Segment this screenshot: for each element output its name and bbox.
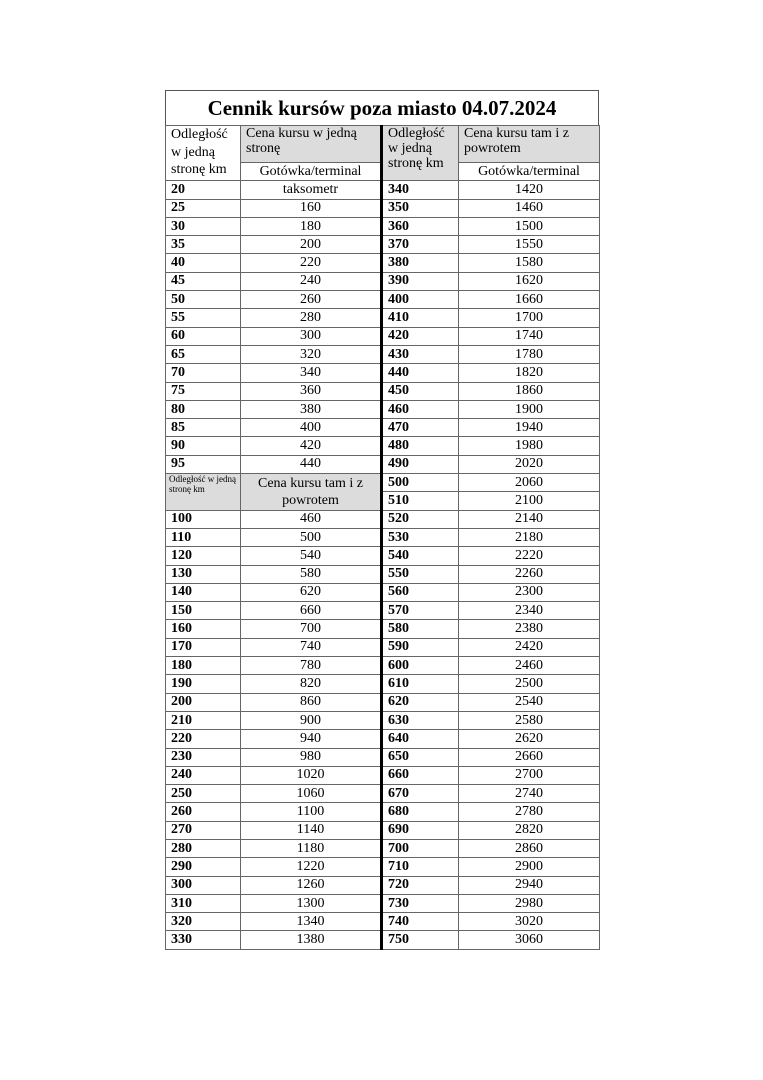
header-distance-left: Odległość w jedną stronę km (166, 126, 241, 181)
table-row (166, 254, 600, 272)
table-row (166, 327, 600, 345)
distance-cell: 45 (166, 272, 241, 290)
distance-cell: 160 (166, 620, 241, 638)
table-row (166, 693, 600, 711)
price-cell: 2380 (459, 620, 600, 638)
price-cell: 320 (241, 345, 382, 363)
distance-cell: 450 (382, 382, 459, 400)
price-cell: 2140 (459, 510, 600, 528)
price-cell: 1060 (241, 785, 382, 803)
table-row (166, 565, 600, 583)
distance-cell: 330 (166, 931, 241, 949)
table-row (166, 272, 600, 290)
table-row (166, 510, 600, 528)
price-cell: 380 (241, 400, 382, 418)
table-row (166, 766, 600, 784)
table-row (166, 785, 600, 803)
distance-cell: 690 (382, 821, 459, 839)
price-cell: 2580 (459, 711, 600, 729)
distance-cell: 280 (166, 839, 241, 857)
table-row (166, 657, 600, 675)
table-row (166, 876, 600, 894)
header-payment-right: Gotówka/terminal (459, 163, 600, 181)
price-cell: 2500 (459, 675, 600, 693)
subheader-price-round-trip: Cena kursu tam i z powrotem (241, 474, 382, 511)
price-cell: taksometr (241, 181, 382, 199)
price-cell: 1020 (241, 766, 382, 784)
price-cell: 2620 (459, 730, 600, 748)
table-row (166, 345, 600, 363)
price-cell: 460 (241, 510, 382, 528)
price-cell: 1100 (241, 803, 382, 821)
price-cell: 420 (241, 437, 382, 455)
table-row (166, 748, 600, 766)
distance-cell: 410 (382, 309, 459, 327)
distance-cell: 750 (382, 931, 459, 949)
distance-cell: 470 (382, 419, 459, 437)
distance-cell: 240 (166, 766, 241, 784)
table-row (166, 419, 600, 437)
price-cell: 2700 (459, 766, 600, 784)
distance-cell: 30 (166, 217, 241, 235)
price-cell: 620 (241, 583, 382, 601)
distance-cell: 710 (382, 858, 459, 876)
table-row (166, 547, 600, 565)
distance-cell: 210 (166, 711, 241, 729)
table-row (166, 181, 600, 199)
distance-cell: 310 (166, 894, 241, 912)
table-row (166, 730, 600, 748)
distance-cell: 65 (166, 345, 241, 363)
price-cell: 1580 (459, 254, 600, 272)
header-price-round-trip: Cena kursu tam i z powrotem (459, 126, 600, 163)
price-cell: 2860 (459, 839, 600, 857)
price-cell: 2980 (459, 894, 600, 912)
price-cell: 2740 (459, 785, 600, 803)
price-cell: 580 (241, 565, 382, 583)
price-cell: 2340 (459, 602, 600, 620)
price-cell: 360 (241, 382, 382, 400)
price-cell: 1460 (459, 199, 600, 217)
distance-cell: 550 (382, 565, 459, 583)
price-cell: 1980 (459, 437, 600, 455)
table-row (166, 894, 600, 912)
distance-cell: 250 (166, 785, 241, 803)
table-row (166, 382, 600, 400)
table-row (166, 437, 600, 455)
table-row (166, 858, 600, 876)
table-row (166, 602, 600, 620)
distance-cell: 50 (166, 291, 241, 309)
distance-cell: 270 (166, 821, 241, 839)
distance-cell: 440 (382, 364, 459, 382)
table-row (166, 675, 600, 693)
distance-cell: 35 (166, 236, 241, 254)
distance-cell: 80 (166, 400, 241, 418)
distance-cell: 90 (166, 437, 241, 455)
price-cell: 1780 (459, 345, 600, 363)
price-cell: 340 (241, 364, 382, 382)
table-row (166, 528, 600, 546)
price-table-body (166, 126, 600, 950)
price-cell: 2660 (459, 748, 600, 766)
distance-cell: 290 (166, 858, 241, 876)
distance-cell: 590 (382, 638, 459, 656)
price-cell: 2420 (459, 638, 600, 656)
price-cell: 1180 (241, 839, 382, 857)
distance-cell: 130 (166, 565, 241, 583)
price-cell: 3060 (459, 931, 600, 949)
distance-cell: 25 (166, 199, 241, 217)
distance-cell: 460 (382, 400, 459, 418)
table-row (166, 364, 600, 382)
price-cell: 1340 (241, 913, 382, 931)
price-cell: 500 (241, 528, 382, 546)
distance-cell: 520 (382, 510, 459, 528)
price-cell: 200 (241, 236, 382, 254)
distance-cell: 670 (382, 785, 459, 803)
price-cell: 1820 (459, 364, 600, 382)
price-cell: 300 (241, 327, 382, 345)
distance-cell: 530 (382, 528, 459, 546)
price-cell: 1740 (459, 327, 600, 345)
distance-cell: 260 (166, 803, 241, 821)
distance-cell: 230 (166, 748, 241, 766)
distance-cell: 75 (166, 382, 241, 400)
distance-cell: 200 (166, 693, 241, 711)
distance-cell: 85 (166, 419, 241, 437)
price-cell: 900 (241, 711, 382, 729)
table-row (166, 291, 600, 309)
distance-cell: 120 (166, 547, 241, 565)
price-cell: 780 (241, 657, 382, 675)
distance-cell: 420 (382, 327, 459, 345)
distance-cell: 560 (382, 583, 459, 601)
price-cell: 1700 (459, 309, 600, 327)
price-cell: 220 (241, 254, 382, 272)
price-cell: 1660 (459, 291, 600, 309)
distance-cell: 480 (382, 437, 459, 455)
price-cell: 1900 (459, 400, 600, 418)
price-table (165, 125, 600, 950)
price-cell: 260 (241, 291, 382, 309)
table-row (166, 913, 600, 931)
header-payment-left: Gotówka/terminal (241, 163, 382, 181)
table-row (166, 455, 600, 473)
price-cell: 1860 (459, 382, 600, 400)
distance-cell: 630 (382, 711, 459, 729)
distance-cell: 740 (382, 913, 459, 931)
price-cell: 820 (241, 675, 382, 693)
price-cell: 3020 (459, 913, 600, 931)
table-row (166, 821, 600, 839)
price-cell: 660 (241, 602, 382, 620)
price-cell: 2100 (459, 492, 600, 510)
price-cell: 1420 (459, 181, 600, 199)
distance-cell: 70 (166, 364, 241, 382)
distance-cell: 610 (382, 675, 459, 693)
distance-cell: 180 (166, 657, 241, 675)
header-price-one-way: Cena kursu w jedną stronę (241, 126, 382, 163)
distance-cell: 700 (382, 839, 459, 857)
distance-cell: 580 (382, 620, 459, 638)
distance-cell: 100 (166, 510, 241, 528)
price-cell: 1500 (459, 217, 600, 235)
distance-cell: 660 (382, 766, 459, 784)
distance-cell: 640 (382, 730, 459, 748)
distance-cell: 55 (166, 309, 241, 327)
distance-cell: 540 (382, 547, 459, 565)
distance-cell: 190 (166, 675, 241, 693)
price-cell: 2940 (459, 876, 600, 894)
table-row (166, 931, 600, 949)
table-row (166, 711, 600, 729)
table-row (166, 583, 600, 601)
price-cell: 540 (241, 547, 382, 565)
table-row (166, 474, 600, 492)
price-cell: 280 (241, 309, 382, 327)
price-cell: 2780 (459, 803, 600, 821)
price-cell: 1940 (459, 419, 600, 437)
distance-cell: 720 (382, 876, 459, 894)
distance-cell: 220 (166, 730, 241, 748)
price-cell: 2460 (459, 657, 600, 675)
price-cell: 1550 (459, 236, 600, 254)
table-row (166, 839, 600, 857)
distance-cell: 650 (382, 748, 459, 766)
table-row (166, 620, 600, 638)
table-row (166, 638, 600, 656)
distance-cell: 95 (166, 455, 241, 473)
price-cell: 2900 (459, 858, 600, 876)
distance-cell: 620 (382, 693, 459, 711)
distance-cell: 150 (166, 602, 241, 620)
subheader-distance: Odległość w jedną stronę km (166, 474, 241, 511)
page-title: Cennik kursów poza miasto 04.07.2024 (165, 90, 599, 125)
price-cell: 2220 (459, 547, 600, 565)
distance-cell: 430 (382, 345, 459, 363)
distance-cell: 390 (382, 272, 459, 290)
price-cell: 700 (241, 620, 382, 638)
price-cell: 2180 (459, 528, 600, 546)
price-cell: 1220 (241, 858, 382, 876)
distance-cell: 680 (382, 803, 459, 821)
table-row (166, 309, 600, 327)
price-cell: 440 (241, 455, 382, 473)
distance-cell: 170 (166, 638, 241, 656)
distance-cell: 300 (166, 876, 241, 894)
price-cell: 1260 (241, 876, 382, 894)
distance-cell: 60 (166, 327, 241, 345)
distance-cell: 510 (382, 492, 459, 510)
table-row (166, 217, 600, 235)
distance-cell: 350 (382, 199, 459, 217)
price-cell: 1620 (459, 272, 600, 290)
price-cell: 2020 (459, 455, 600, 473)
distance-cell: 500 (382, 474, 459, 492)
table-row (166, 199, 600, 217)
distance-cell: 340 (382, 181, 459, 199)
price-cell: 180 (241, 217, 382, 235)
distance-cell: 40 (166, 254, 241, 272)
price-cell: 160 (241, 199, 382, 217)
price-cell: 2260 (459, 565, 600, 583)
distance-cell: 570 (382, 602, 459, 620)
distance-cell: 320 (166, 913, 241, 931)
distance-cell: 490 (382, 455, 459, 473)
price-cell: 980 (241, 748, 382, 766)
price-cell: 740 (241, 638, 382, 656)
distance-cell: 370 (382, 236, 459, 254)
distance-cell: 140 (166, 583, 241, 601)
price-cell: 860 (241, 693, 382, 711)
price-cell: 940 (241, 730, 382, 748)
distance-cell: 20 (166, 181, 241, 199)
price-cell: 400 (241, 419, 382, 437)
price-list-document (165, 90, 599, 950)
price-cell: 2060 (459, 474, 600, 492)
price-cell: 1300 (241, 894, 382, 912)
price-cell: 2820 (459, 821, 600, 839)
table-row (166, 803, 600, 821)
distance-cell: 360 (382, 217, 459, 235)
distance-cell: 110 (166, 528, 241, 546)
price-cell: 240 (241, 272, 382, 290)
price-cell: 2300 (459, 583, 600, 601)
distance-cell: 600 (382, 657, 459, 675)
distance-cell: 730 (382, 894, 459, 912)
header-distance-right: Odległość w jedną stronę km (382, 126, 459, 181)
table-row (166, 400, 600, 418)
table-row (166, 236, 600, 254)
distance-cell: 400 (382, 291, 459, 309)
price-cell: 1380 (241, 931, 382, 949)
price-cell: 2540 (459, 693, 600, 711)
distance-cell: 380 (382, 254, 459, 272)
price-cell: 1140 (241, 821, 382, 839)
